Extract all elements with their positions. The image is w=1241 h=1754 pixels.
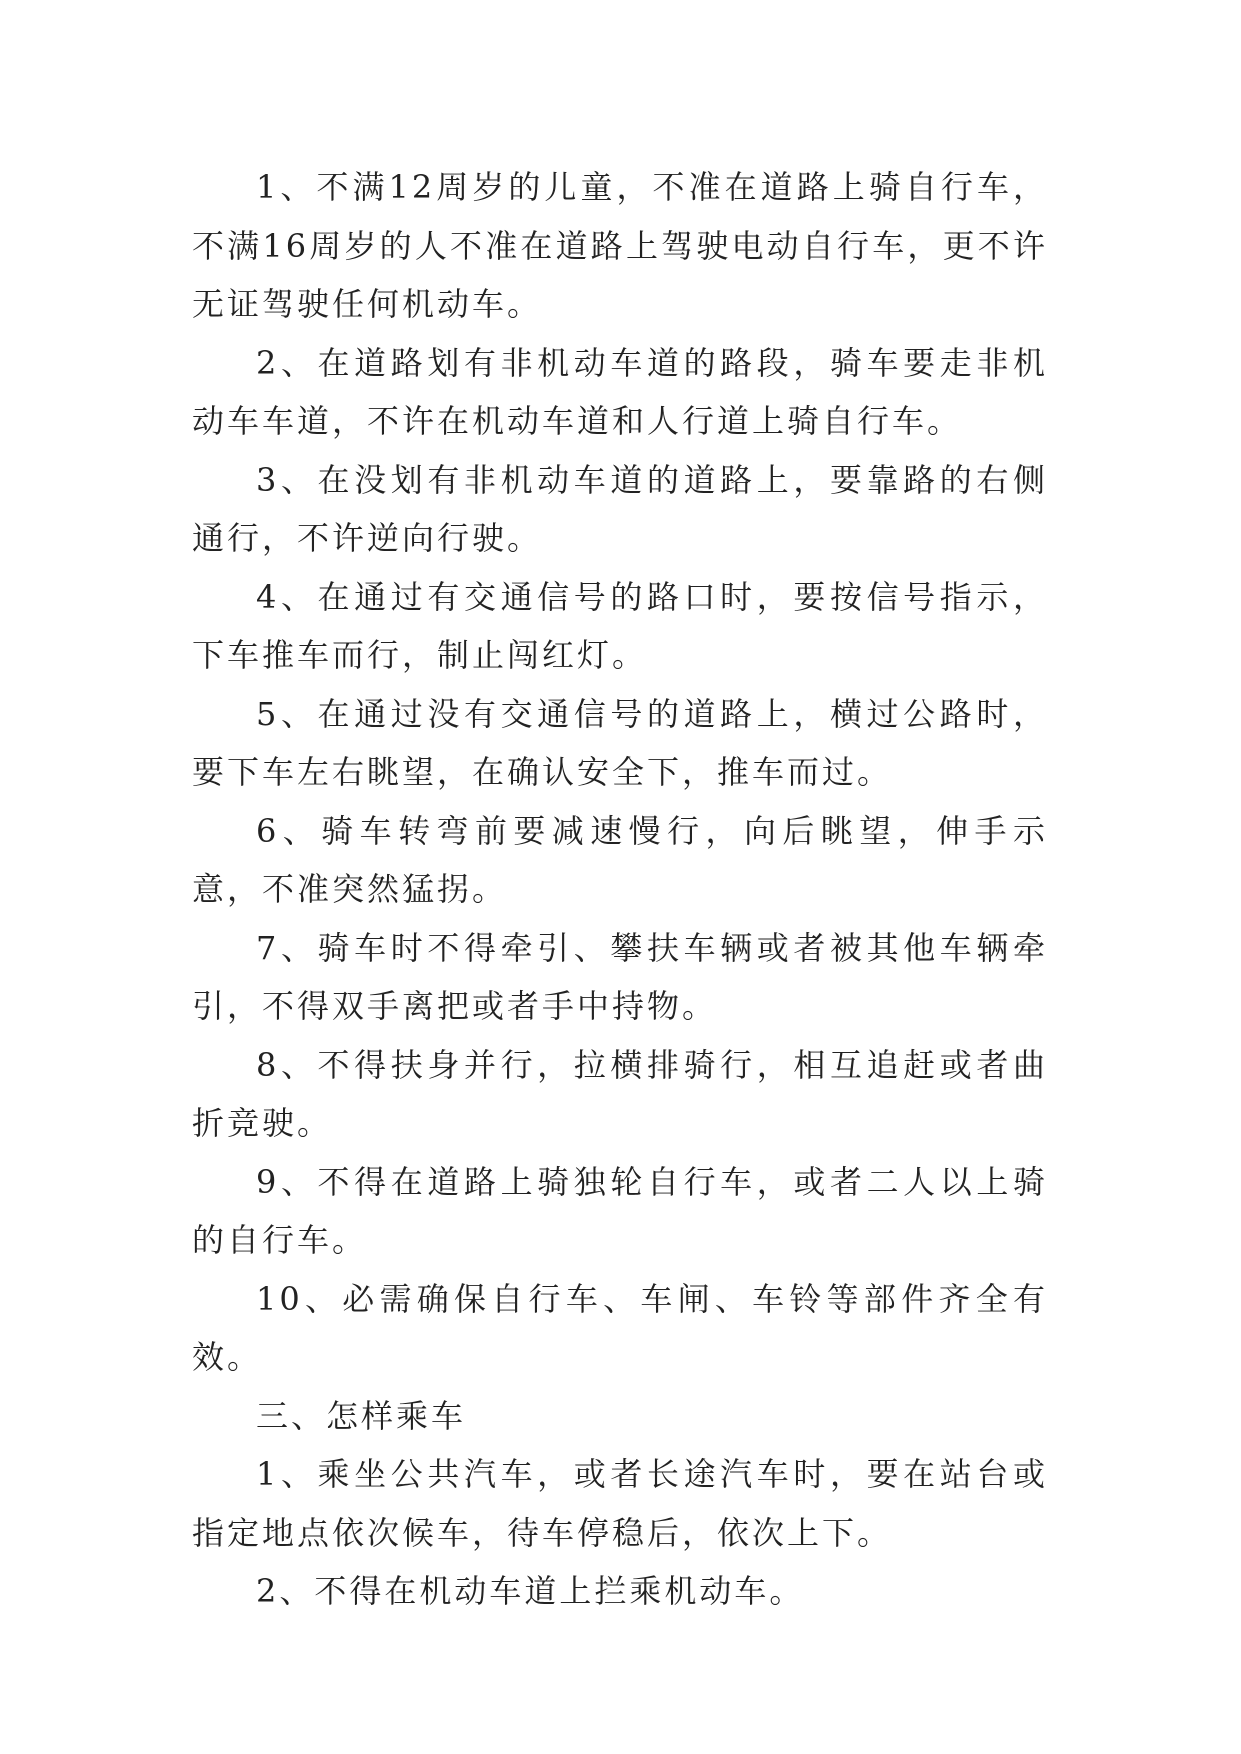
paragraph-ride-2: 2、不得在机动车道上拦乘机动车。: [256, 1572, 805, 1610]
paragraph-rule-7: 7、骑车时不得牵引、攀扶车辆或者被其他车辆牵引，不得双手离把或者手中持物。: [192, 928, 1048, 1025]
paragraph-rule-3: 3、在没划有非机动车道的道路上，要靠路的右侧通行，不许逆向行驶。: [192, 460, 1048, 557]
paragraph-rule-8: 8、不得扶身并行，拉横排骑行，相互追赶或者曲折竞驶。: [192, 1045, 1048, 1142]
paragraph-rule-10: 10、必需确保自行车、车闸、车铃等部件齐全有效。: [192, 1279, 1048, 1376]
paragraph-rule-9: 9、不得在道路上骑独轮自行车，或者二人以上骑的自行车。: [192, 1162, 1048, 1259]
paragraph-rule-1: 1、不满12周岁的儿童，不准在道路上骑自行车，不满16周岁的人不准在道路上驾驶电动自行车，更不许无证驾驶任何机动车。: [192, 168, 1048, 323]
paragraph-rule-2: 2、在道路划有非机动车道的路段，骑车要走非机动车车道，不许在机动车道和人行道上骑自行车。: [192, 343, 1048, 440]
paragraph-rule-4: 4、在通过有交通信号的路口时，要按信号指示，下车推车而行，制止闯红灯。: [192, 577, 1048, 674]
paragraph-rule-5: 5、在通过没有交通信号的道路上，横过公路时，要下车左右眺望，在确认安全下，推车而过。: [192, 694, 1048, 791]
document-body: [192, 158, 1048, 1621]
section-heading: 三、怎样乘车: [256, 1396, 467, 1435]
paragraph-rule-6: 6、骑车转弯前要减速慢行，向后眺望，伸手示意，不准突然猛拐。: [192, 811, 1048, 908]
paragraph-ride-1: 1、乘坐公共汽车，或者长途汽车时，要在站台或指定地点依次候车，待车停稳后，依次上下。: [192, 1455, 1048, 1552]
